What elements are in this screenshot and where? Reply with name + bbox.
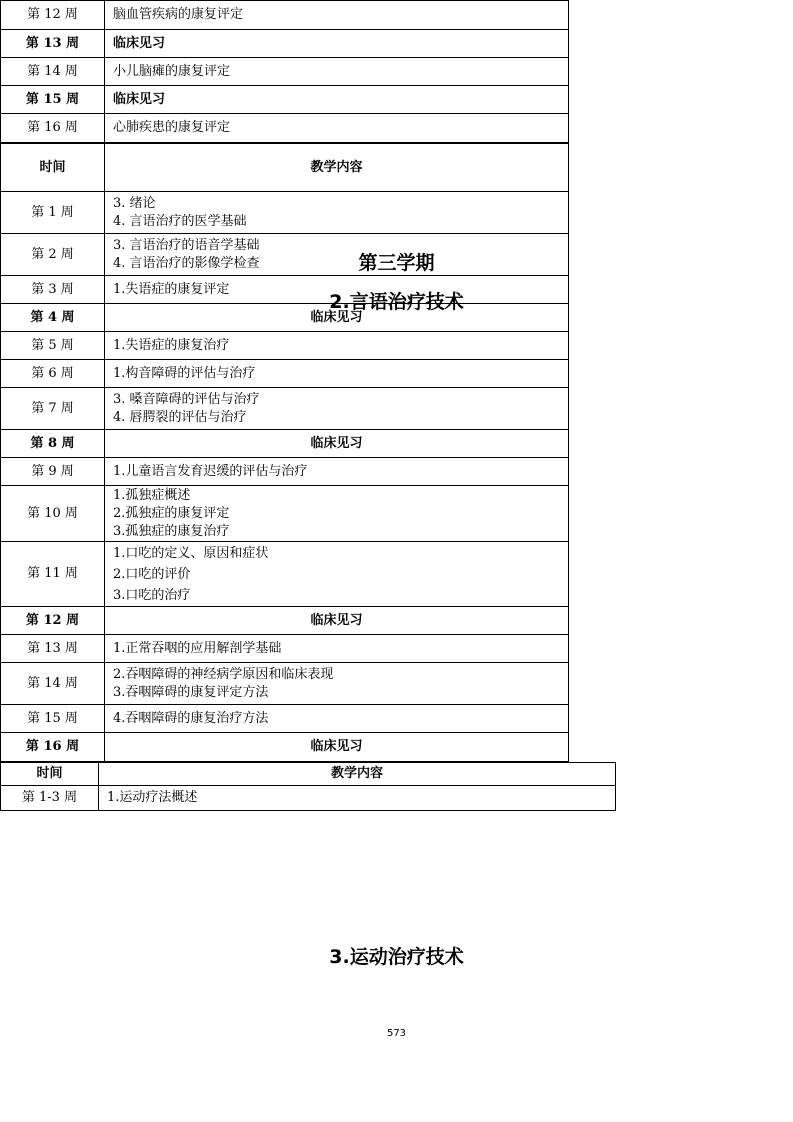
content-line: 4. 唇腭裂的评估与治疗 — [113, 409, 247, 425]
speech-therapy-table — [0, 143, 569, 762]
week-cell: 第 13 周 — [1, 635, 105, 663]
table-row — [1, 86, 569, 114]
content-line: 2.孤独症的康复评定 — [113, 505, 230, 521]
content-cell — [105, 388, 569, 430]
table-row — [1, 635, 569, 663]
week-cell: 第 4 周 — [1, 304, 105, 332]
content-cell: 小儿脑瘫的康复评定 — [105, 58, 569, 86]
week-cell: 第 3 周 — [1, 276, 105, 304]
content-cell — [105, 192, 569, 234]
content-cell: 心肺疾患的康复评定 — [105, 114, 569, 143]
table-row — [1, 1, 569, 30]
content-cell: 脑血管疾病的康复评定 — [105, 1, 569, 30]
exercise-therapy-table — [0, 762, 616, 811]
content-cell: 1.正常吞咽的应用解剖学基础 — [105, 635, 569, 663]
table-row — [1, 542, 569, 607]
header-content: 教学内容 — [105, 144, 569, 192]
week-cell: 第 1-3 周 — [1, 786, 99, 811]
content-cell: 1.运动疗法概述 — [99, 786, 616, 811]
content-cell: 1.构音障碍的评估与治疗 — [105, 360, 569, 388]
table-row — [1, 114, 569, 143]
content-cell: 4.吞咽障碍的康复治疗方法 — [105, 705, 569, 733]
week-cell: 第 8 周 — [1, 430, 105, 458]
week-cell: 第 15 周 — [1, 705, 105, 733]
clinical-cell: 临床见习 — [105, 304, 569, 332]
content-cell: 1.失语症的康复评定 — [105, 276, 569, 304]
week-cell: 第 13 周 — [1, 30, 105, 58]
week-cell: 第 10 周 — [1, 486, 105, 542]
week-cell: 第 2 周 — [1, 234, 105, 276]
table-row — [1, 360, 569, 388]
table-row — [1, 58, 569, 86]
content-cell: 临床见习 — [105, 30, 569, 58]
content-line: 4. 言语治疗的医学基础 — [113, 213, 247, 229]
clinical-cell: 临床见习 — [105, 430, 569, 458]
content-line: 3. 言语治疗的语音学基础 — [113, 237, 260, 253]
week-cell: 第 11 周 — [1, 542, 105, 607]
week-cell: 第 5 周 — [1, 332, 105, 360]
table-row — [1, 733, 569, 762]
table-row — [1, 458, 569, 486]
week-cell: 第 16 周 — [1, 114, 105, 143]
table-row — [1, 388, 569, 430]
content-line: 1.孤独症概述 — [113, 487, 191, 503]
week-cell: 第 14 周 — [1, 58, 105, 86]
content-line: 3. 绪论 — [113, 195, 156, 211]
page-number: 573 — [386, 1028, 407, 1039]
header-time: 时间 — [1, 144, 105, 192]
week-cell: 第 14 周 — [1, 663, 105, 705]
table-row — [1, 486, 569, 542]
content-line: 3.口吃的治疗 — [113, 587, 191, 603]
table-row — [1, 607, 569, 635]
content-line: 3.吞咽障碍的康复评定方法 — [113, 684, 269, 700]
header-time: 时间 — [1, 763, 99, 786]
section3-title: 3.运动治疗技术 — [329, 946, 464, 968]
table-row — [1, 430, 569, 458]
week-cell: 第 6 周 — [1, 360, 105, 388]
content-cell: 临床见习 — [105, 86, 569, 114]
clinical-cell: 临床见习 — [105, 607, 569, 635]
section2-title: 2.言语治疗技术 — [329, 291, 464, 313]
content-line: 1.口吃的定义、原因和症状 — [113, 545, 269, 561]
table-row — [1, 30, 569, 58]
content-line: 3.孤独症的康复治疗 — [113, 523, 230, 539]
week-cell: 第 15 周 — [1, 86, 105, 114]
week-cell: 第 16 周 — [1, 733, 105, 762]
week-cell: 第 7 周 — [1, 388, 105, 430]
table-top — [0, 0, 569, 143]
content-cell — [105, 663, 569, 705]
table-row — [1, 786, 616, 811]
week-cell: 第 1 周 — [1, 192, 105, 234]
content-line: 2.口吃的评价 — [113, 566, 191, 582]
table-row — [1, 192, 569, 234]
table-header-row — [1, 144, 569, 192]
header-content: 教学内容 — [99, 763, 616, 786]
table-row — [1, 705, 569, 733]
week-cell: 第 12 周 — [1, 1, 105, 30]
week-cell: 第 9 周 — [1, 458, 105, 486]
content-cell: 1.儿童语言发育迟缓的评估与治疗 — [105, 458, 569, 486]
content-line: 3. 嗓音障碍的评估与治疗 — [113, 391, 260, 407]
semester-title: 第三学期 — [358, 252, 435, 274]
content-cell — [105, 542, 569, 607]
table-header-row — [1, 763, 616, 786]
content-line: 2.吞咽障碍的神经病学原因和临床表现 — [113, 666, 334, 682]
table-row — [1, 663, 569, 705]
content-cell — [105, 486, 569, 542]
content-cell: 1.失语症的康复治疗 — [105, 332, 569, 360]
table-row — [1, 332, 569, 360]
content-line: 4. 言语治疗的影像学检查 — [113, 255, 260, 271]
week-cell: 第 12 周 — [1, 607, 105, 635]
clinical-cell: 临床见习 — [105, 733, 569, 762]
